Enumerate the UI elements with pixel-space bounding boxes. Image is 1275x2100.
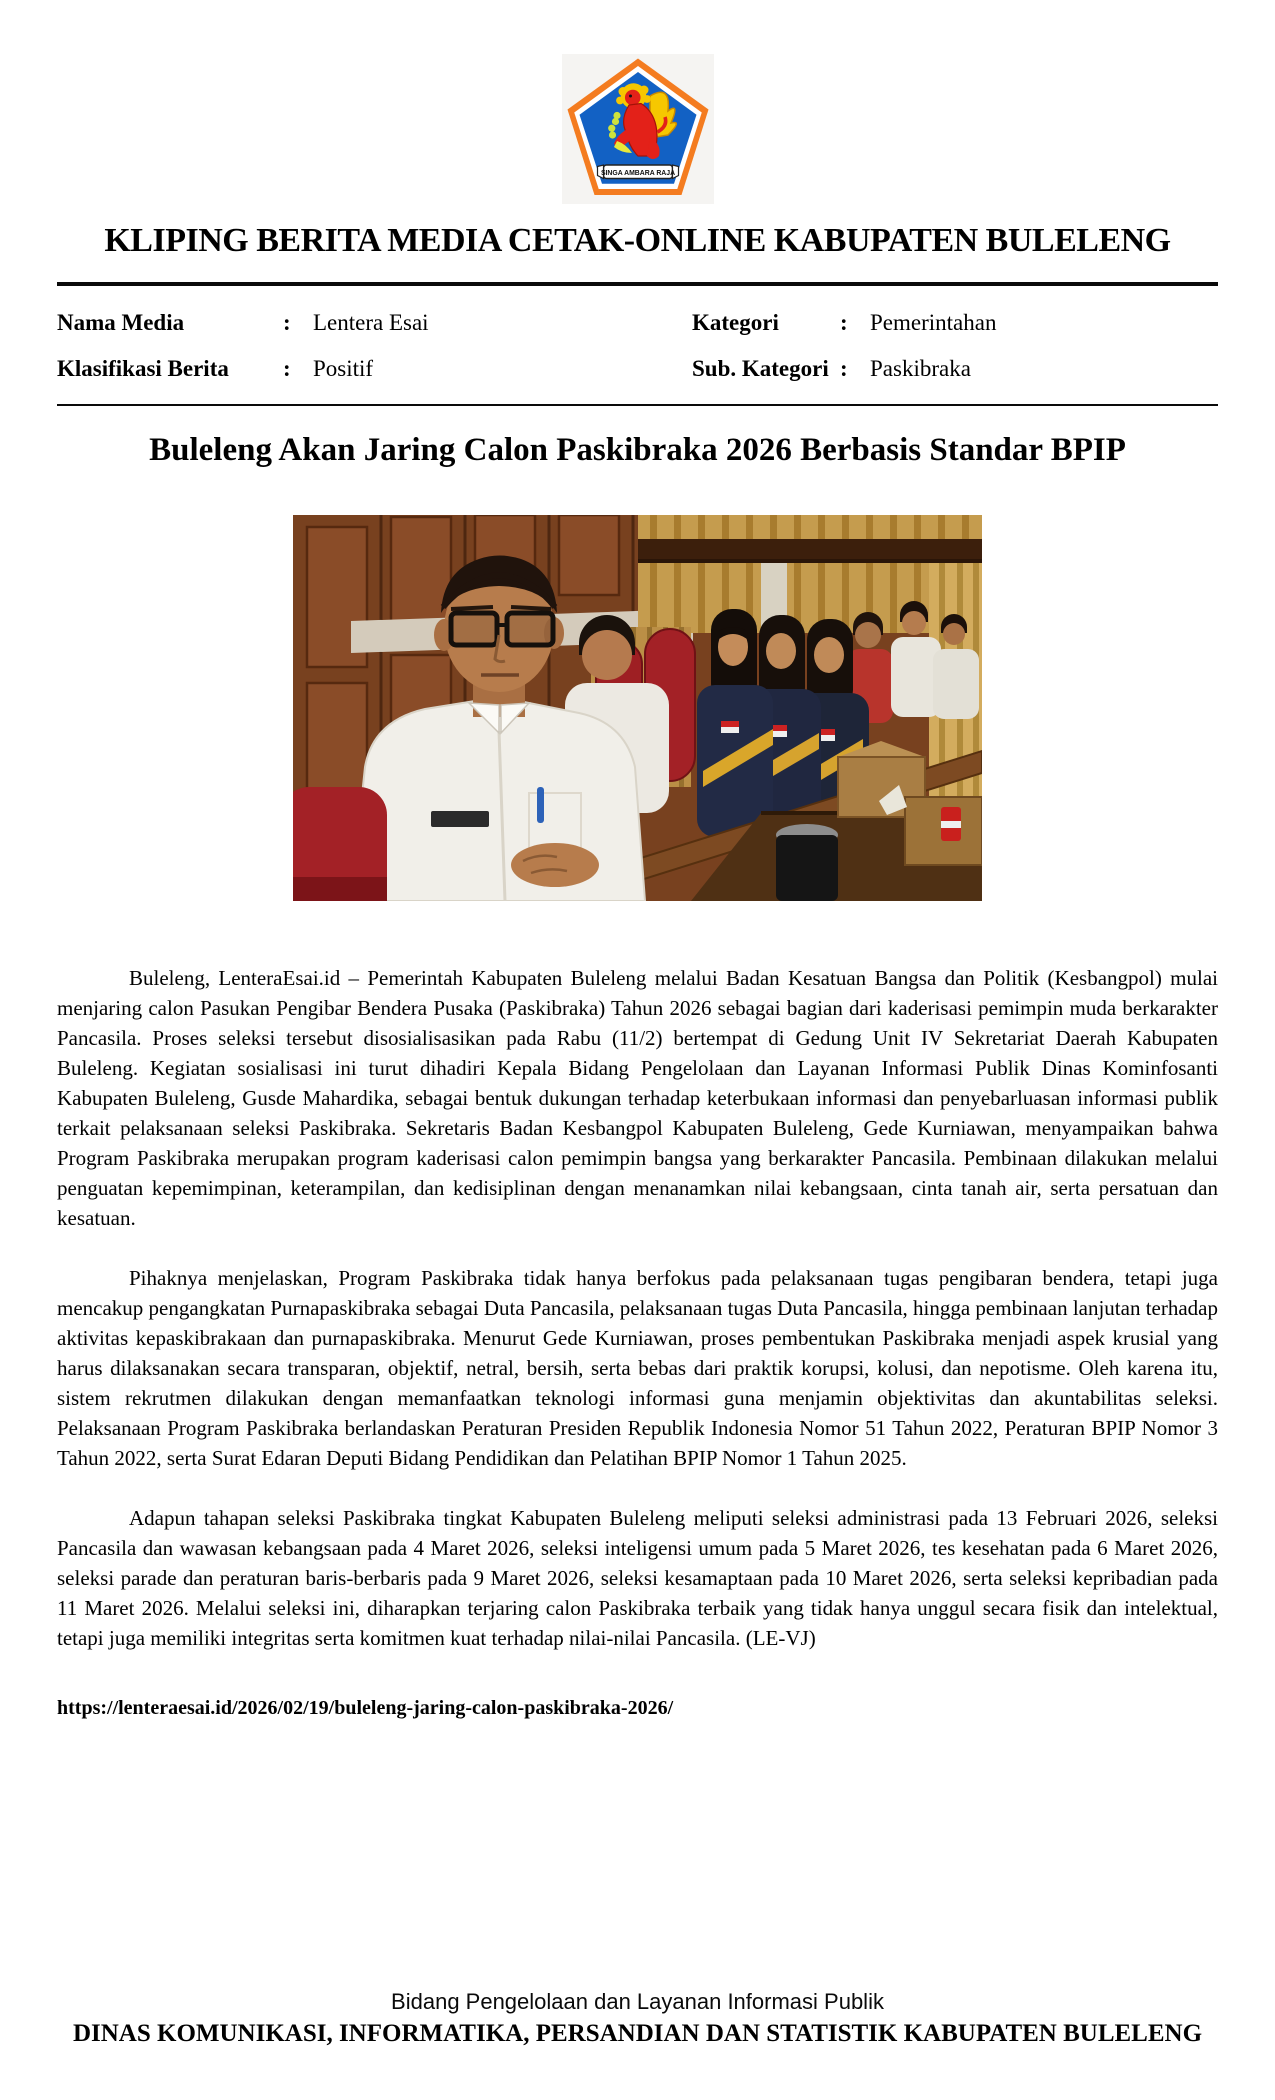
paragraph-3: Adapun tahapan seleksi Paskibraka tingkat Kabupaten Buleleng meliputi seleksi administrasi pada 13 Februari 2026, seleksi Pancasila dan wawasan kebangsaan pada 4 Maret 2026, seleksi inteligensi umum pada 5 Maret 2026, tes kesehatan pada 6 Maret 2026, seleksi parade dan peraturan baris-berbaris pada 9 Maret 2026, seleksi kesamaptaan pada 10 Maret 2026, serta seleksi kepribadian pada 11 Maret 2026. Melalui seleksi ini, diharapkan terjaring calon Paskibraka terbaik yang tidak hanya unggul secara fisik dan intelektual, tetapi juga memiliki integritas serta komitmen kuat terhadap nilai-nilai Pancasila. (LE-VJ) — [57, 1506, 1218, 1650]
article-photo — [293, 515, 982, 901]
meta-row-nama-media — [57, 300, 692, 346]
sub-kategori-label: Sub. Kategori — [692, 356, 829, 381]
logo-banner-text: SINGA AMBARA RAJA — [600, 169, 675, 177]
article-body — [57, 963, 1218, 1653]
kategori-label: Kategori — [692, 310, 779, 335]
paragraph-2: Pihaknya menjelaskan, Program Paskibraka tidak hanya berfokus pada pelaksanaan tugas pengibaran bendera, tetapi juga mencakup pengangkatan Purnapaskibraka sebagai Duta Pancasila, pelaksanaan tugas Duta Pancasila, hingga pembinaan lanjutan terhadap aktivitas kepaskibrakaan dan purnapaskibraka. Menurut Gede Kurniawan, proses pembentukan Paskibraka menjadi aspek krusial yang harus dilaksanakan secara transparan, objektif, netral, bersih, serta bebas dari praktik korupsi, kolusi, dan nepotisme. Oleh karena itu, sistem rekrutmen dilakukan dengan memanfaatkan teknologi informasi guna menjamin objektivitas dan akuntabilitas seleksi. Pelaksanaan Program Paskibraka berlandaskan Peraturan Presiden Republik Indonesia Nomor 51 Tahun 2022, Peraturan BPIP Nomor 3 Tahun 2022, serta Surat Edaran Deputi Bidang Pendidikan dan Pelatihan BPIP Nomor 1 Tahun 2025. — [57, 1266, 1218, 1470]
colon: : — [840, 356, 848, 381]
meta-column-left — [57, 300, 692, 392]
sub-kategori-value: Paskibraka — [870, 356, 971, 381]
buleleng-coat-of-arms-logo — [562, 54, 714, 204]
article-title: Buleleng Akan Jaring Calon Paskibraka 2026 Berbasis Standar BPIP — [149, 432, 1126, 468]
singa-ambara-raja-icon — [562, 54, 714, 204]
nama-media-label: Nama Media — [57, 310, 185, 335]
colon: : — [283, 310, 291, 335]
nama-media-value: Lentera Esai — [313, 310, 429, 335]
footer-agency: DINAS KOMUNIKASI, INFORMATIKA, PERSANDIAN DAN STATISTIK KABUPATEN BULELENG — [72, 2020, 1203, 2047]
colon: : — [283, 356, 291, 381]
meta-table — [57, 286, 1218, 404]
klasifikasi-value: Positif — [313, 356, 374, 381]
meeting-room-photo-illustration — [293, 515, 982, 901]
footer-division: Bidang Pengelolaan dan Layanan Informasi Publik — [391, 1989, 884, 2014]
page-title: KLIPING BERITA MEDIA CETAK-ONLINE KABUPATEN BULELENG — [104, 222, 1171, 259]
paragraph-1: Buleleng, LenteraEsai.id – Pemerintah Kabupaten Buleleng melalui Badan Kesatuan Bangsa dan Politik (Kesbangpol) mulai menjaring calon Pasukan Pengibar Bendera Pusaka (Paskibraka) Tahun 2026 sebagai bagian dari kaderisasi pemimpin muda berkarakter Pancasila. Proses seleksi tersebut disosialisasikan pada Rabu (11/2) bertempat di Gedung Unit IV Sekretariat Daerah Kabupaten Buleleng. Kegiatan sosialisasi ini turut dihadiri Kepala Bidang Pengelolaan dan Layanan Informasi Publik Dinas Kominfosanti Kabupaten Buleleng, Gusde Mahardika, sebagai bentuk dukungan terhadap keterbukaan informasi dan penyebarluasan informasi publik terkait pelaksanaan seleksi Paskibraka. Sekretaris Badan Kesbangpol Kabupaten Buleleng, Gede Kurniawan, menyampaikan bahwa Program Paskibraka merupakan program kaderisasi calon pemimpin bangsa yang berkarakter Pancasila. Pembinaan dilakukan melalui penguatan kepemimpinan, keterampilan, dan kedisiplinan dengan menanamkan nilai kebangsaan, cinta tanah air, serta persatuan dan kesatuan. — [57, 966, 1218, 1230]
meta-row-sub-kategori — [692, 346, 1218, 392]
divider-bottom — [57, 404, 1218, 406]
meta-row-kategori — [692, 300, 1218, 346]
meta-column-right — [692, 300, 1218, 392]
source-url-link[interactable]: https://lenteraesai.id/2026/02/19/buleleng-jaring-calon-paskibraka-2026/ — [57, 1697, 674, 1719]
kategori-value: Pemerintahan — [870, 310, 997, 335]
page-footer — [0, 1989, 1275, 2048]
meta-row-klasifikasi — [57, 346, 692, 392]
klasifikasi-label: Klasifikasi Berita — [57, 356, 229, 381]
colon: : — [840, 310, 848, 335]
